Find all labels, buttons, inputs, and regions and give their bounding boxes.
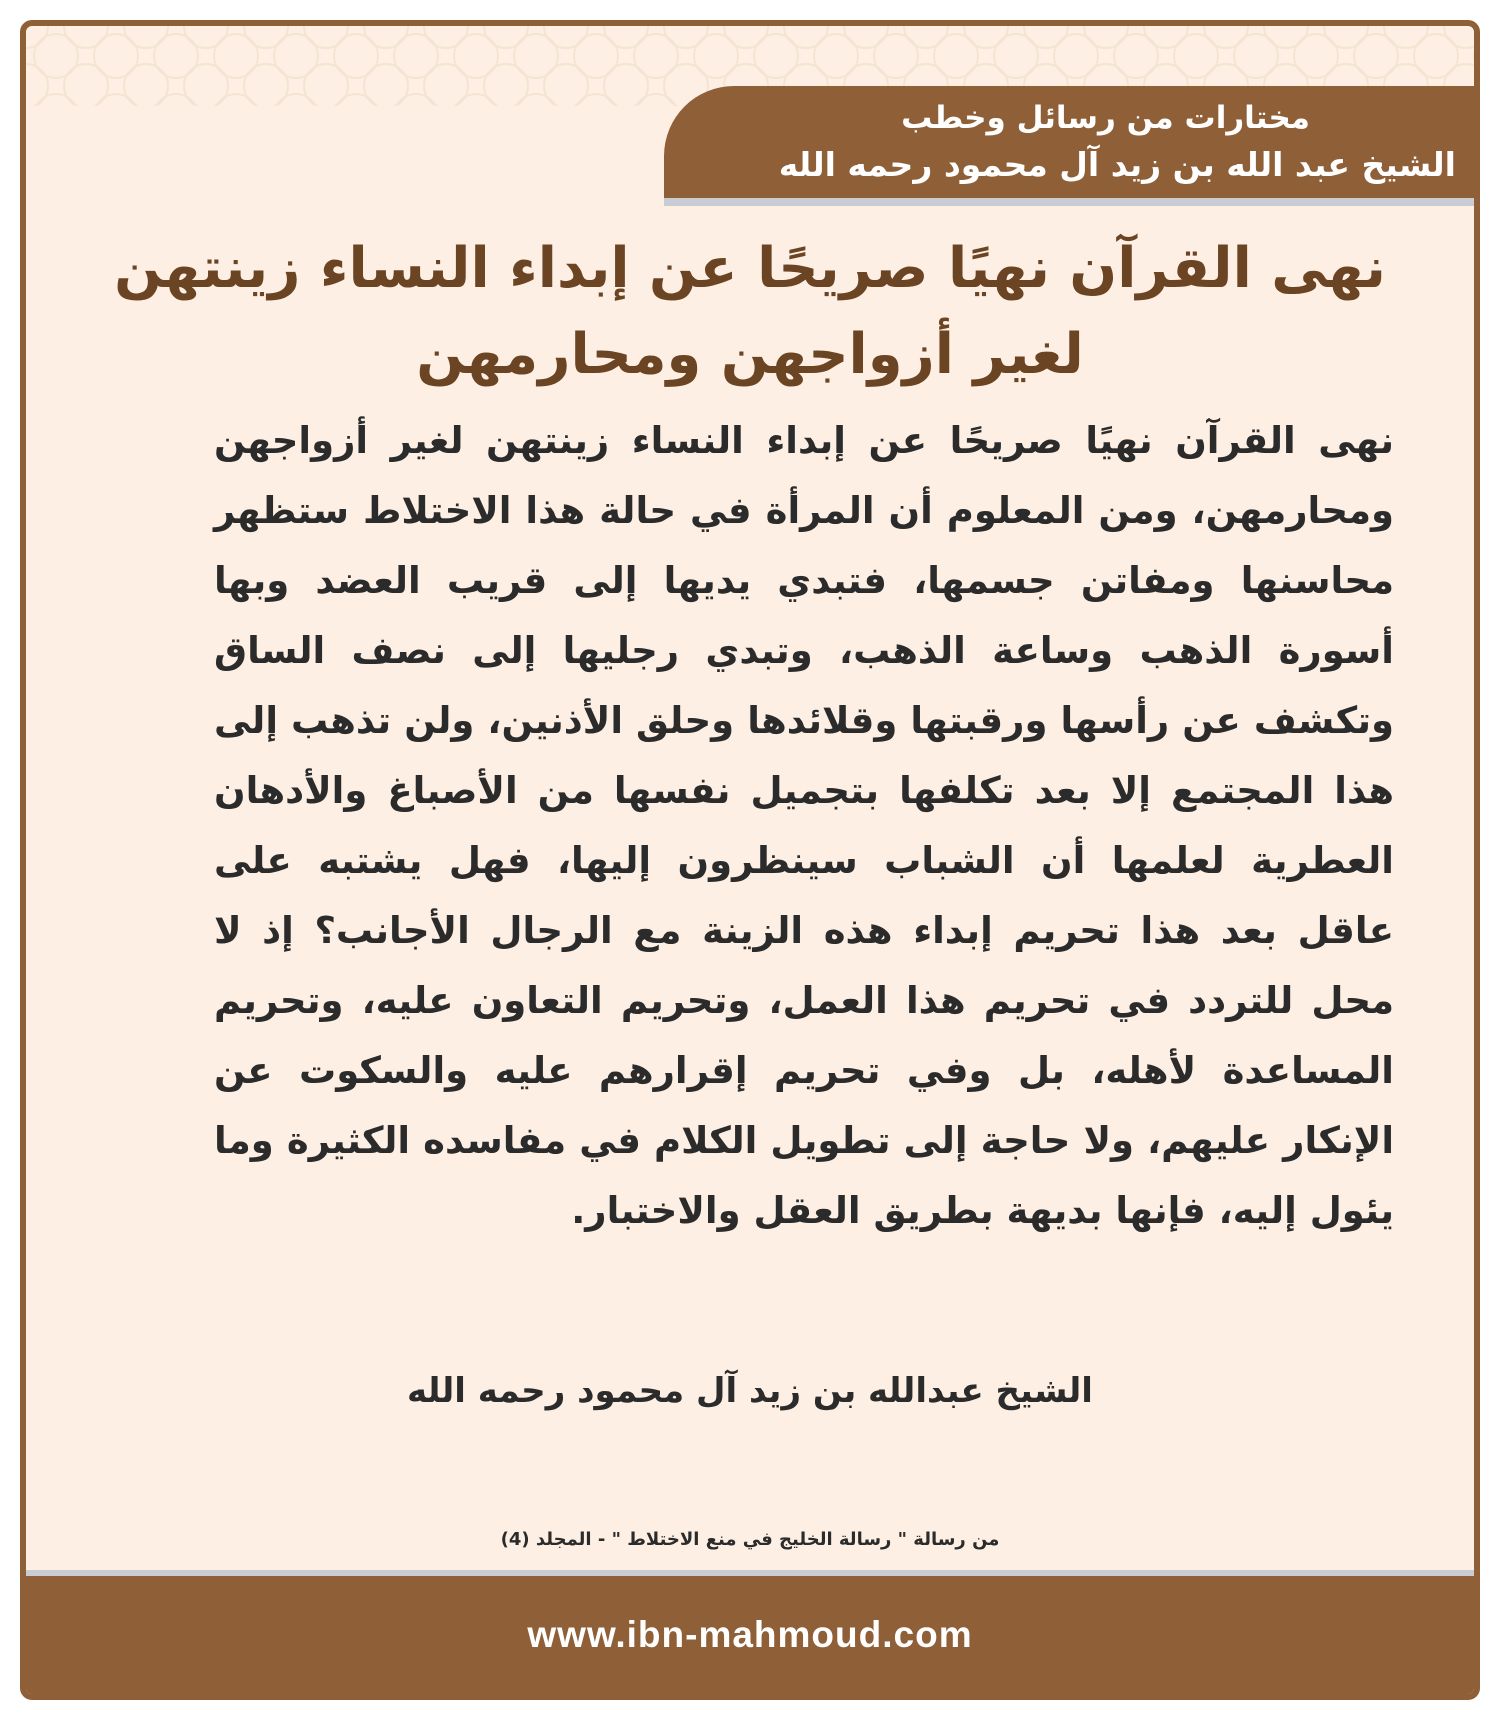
header-author-name: الشيخ عبد الله بن زيد آل محمود رحمه الله	[778, 145, 1456, 184]
header-series-title: مختارات من رسائل وخطب	[901, 100, 1310, 136]
page-frame	[20, 20, 1480, 1700]
author-signature: الشيخ عبدالله بن زيد آل محمود رحمه الله	[407, 1371, 1093, 1411]
header-banner	[664, 86, 1474, 198]
source-citation: من رسالة " رسالة الخليج في منع الاختلاط " - المجلد (4)	[500, 1529, 1000, 1550]
article-body: نهى القرآن نهيًا صريحًا عن إبداء النساء زينتهن لغير أزواجهن ومحارمهن، ومن المعلوم أن المرأة في حالة هذا الاختلاط ستظهر محاسنها ومفاتن جسمها، فتبدي يديها إلى قريب العضد وبها أسورة الذهب وساعة الذهب، وتبدي رجليها إلى نصف الساق وتكشف عن رأسها ورقبتها وقلائدها وحلق الأذنين، ولن تذهب إلى هذا المجتمع إلا بعد تكلفها بتجميل نفسها من الأصباغ والأدهان العطرية لعلمها أن الشباب سينظرون إليها، فهل يشتبه على عاقل بعد هذا تحريم إبداء هذه الزينة مع الرجال الأجانب؟ إذ لا محل للتردد في تحريم هذا العمل، وتحريم التعاون عليه، وتحريم المساعدة لأهله، بل وفي تحريم إقرارهم عليه والسكوت عن الإنكار عليهم، ولا حاجة إلى تطويل الكلام في مفاسده الكثيرة وما يئول إليه، فإنها بديهة بطريق العقل والاختبار.	[214, 419, 1394, 1232]
page-title: نهى القرآن نهيًا صريحًا عن إبداء النساء زينتهن لغير أزواجهن ومحارمهن	[114, 236, 1386, 387]
website-link[interactable]: www.ibn-mahmoud.com	[527, 1614, 973, 1655]
footer-bar	[26, 1576, 1474, 1694]
